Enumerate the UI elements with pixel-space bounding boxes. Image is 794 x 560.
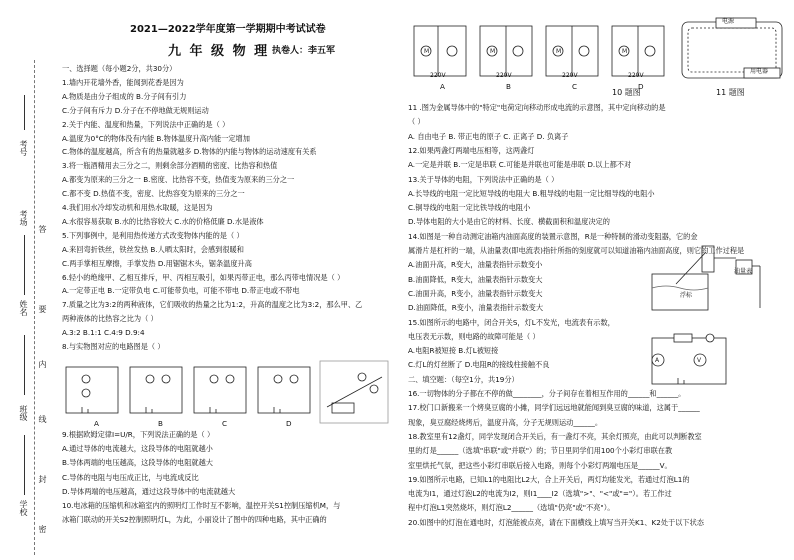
question-line: A.水很容易获取 B.水的比热容较大 C.水的价格低廉 D.水是液体 [62, 216, 264, 226]
question-line: A.一定带正电 B.一定带负电 C.可能带负电，可能不带电 D.带正电或不带电 [62, 286, 300, 296]
question-line: D.油面降低，R变小，油量表指针示数变大 [408, 303, 544, 313]
power-label: 电源 [722, 18, 735, 25]
svg-text:M: M [556, 48, 562, 55]
voltage-label-d: 220V [628, 72, 644, 79]
question-line: 16.一切物体的分子都在不停的做________，分子间存在着相互作用的______和______。 [408, 389, 686, 398]
question-line: 18.教室里有12盏灯，同学发现闭合开关后，有一盏灯不亮，其余灯照亮，由此可以判断教室 [408, 431, 702, 441]
question-line: A.都变为原来的三分之一 B.密度、比热容不变，热值变为原来的三分之一 [62, 175, 295, 185]
q15-circuit-diagram [644, 330, 734, 392]
q10-label-d: D [638, 82, 644, 91]
q8-label-b: B [158, 419, 163, 428]
question-line: 15.如图所示的电路中，闭合开关S，灯L不发光，电流表有示数， [408, 317, 615, 327]
question-line: 5.下列事例中，是利用热传递方式改变物体内能的是（ ） [62, 230, 244, 240]
q10-caption: 10 题图 [612, 88, 641, 97]
question-line: A.物质是由分子组成的 B.分子间有引力 [62, 91, 187, 101]
class-label: 班级 [19, 405, 28, 421]
svg-text:M: M [622, 48, 628, 55]
seal-line [34, 60, 35, 555]
question-line: A.温度为0°C的物体没有内能 B.物体温度升高内能一定增加 [62, 133, 250, 143]
svg-text:M: M [490, 48, 496, 55]
fill-line [24, 335, 25, 395]
question-line: 2.关于内能、温度和热量，下列说法中正确的是（ ） [62, 119, 230, 129]
question-line: 4.我们用水冷却发动机和用热水取暖，这是因为 [62, 203, 213, 212]
question-line: 11 .图为金属导体中的"特定"电荷定向移动形成电流的示意图，其中定向移动的是 [408, 103, 666, 112]
subject-title: 九 年 级 物 理 [168, 44, 270, 59]
appliance-label: 用电器 [750, 68, 769, 75]
question-line: 8.与实物图对应的电路图是（ ） [62, 342, 165, 351]
q8-label-c: C [222, 419, 228, 428]
q8-label-d: D [286, 419, 292, 428]
q8-label-a: A [94, 419, 99, 428]
question-line: B.油面降低，R变大，油量表指针示数变大 [408, 274, 543, 284]
question-line: A.3:2 B.1:1 C.4:9 D.9:4 [62, 328, 145, 338]
question-line: 二、填空题：（每空1分，共19分） [408, 374, 519, 384]
question-line: 室里烘托气氛，把这些小彩灯串联后接入电路，则每个小彩灯两端电压是______V。 [408, 460, 672, 470]
voltage-label-a: 220V [430, 72, 446, 79]
question-line: （ ） [408, 117, 425, 127]
question-line: 20.如图中的灯泡在通电时，灯泡能被点亮，请在下面横线上填写当开关K1、K2处于以下状态 [408, 517, 704, 527]
q11-caption: 11 题图 [716, 88, 745, 97]
question-line: B.导体两端的电压越高，这段导体的电阻就越大 [62, 458, 213, 468]
question-line: D.导体电阻的大小是由它的材料、长度、横截面积和温度决定的 [408, 217, 610, 227]
question-line: D.导体两端的电压越高，通过这段导体中的电流就越大 [62, 486, 236, 496]
question-line: 一、选择题（每小题2分，共30分） [62, 64, 177, 73]
question-line: C.铜导线的电阻一定比铁导线的电阻小 [408, 203, 531, 213]
oil-gauge-label: 油量表 [734, 268, 753, 275]
question-line: 程中灯泡L1突然烧坏，则灯泡L2______（选填"仍亮"或"不亮"）。 [408, 503, 615, 513]
q10-label-c: C [572, 82, 578, 91]
q10-label-a: A [440, 82, 445, 91]
question-line: 电流为I1，通过灯泡L2的电流为I2，则I1____I2（选填">"、"<"或"="）。若工作过 [408, 489, 672, 499]
fill-line [24, 95, 25, 130]
question-line: 6.轻小的绝缘甲、乙相互排斥，甲、丙相互吸引，如果丙带正电，那么丙带电情况是（ ） [62, 272, 345, 282]
question-line: A.电阻R被短接 B.灯L被短接 [408, 346, 499, 356]
q10-label-b: B [506, 82, 511, 91]
question-line: 电压表无示数，则电路的故障可能是（ ） [408, 331, 540, 341]
seal-char-line: 线 [38, 415, 47, 423]
seal-char-seal: 封 [38, 475, 47, 483]
fill-line [24, 435, 25, 495]
exam-number-label: 考号 [19, 140, 28, 156]
question-line: C.灯L的灯丝断了 D.电阻R的接线柱接触不良 [408, 360, 550, 370]
question-line: C.油面升高，R变小，油量表指针示数变大 [408, 288, 543, 298]
exam-room-label: 考场 [19, 210, 28, 226]
question-line: C.物体的温度越高，所含有的热量就越多 D.物体的内能与物体的运动速度有关系 [62, 147, 317, 157]
fill-line [24, 235, 25, 295]
svg-text:V: V [697, 357, 702, 364]
seal-char-require: 要 [38, 305, 47, 313]
question-line: 7.质量之比为3:2的两种液体，它们吸收的热量之比为1:2，升高的温度之比为3:2，那么甲、乙 [62, 300, 363, 310]
author-line: 执卷人：李五军 [272, 46, 336, 56]
svg-text:M: M [424, 48, 430, 55]
question-line: 19.如图所示电路，已知L1的电阻比L2大，合上开关后，两灯均能发光，若通过灯泡L1的 [408, 474, 690, 484]
question-line: C.两手掌相互摩擦，手掌发热 D.用锯锯木头，锯条温度升高 [62, 258, 252, 268]
question-line: A.油面升高，R变大，油量表指针示数变小 [408, 260, 543, 270]
question-line: A.一定是并联 B.一定是串联 C.可能是并联也可能是串联 D.以上都不对 [408, 160, 632, 170]
question-line: C.导体的电阻与电压成正比，与电流成反比 [62, 472, 199, 482]
question-line: 12.如果两盏灯两端电压相等，这两盏灯 [408, 145, 535, 155]
school-label: 学校 [19, 500, 28, 516]
float-label: 浮标 [680, 292, 693, 299]
voltage-label-b: 220V [496, 72, 512, 79]
question-line: 属滑片是杠杆的一端，从油量表(即电流表)指针所指的刻度就可以知道油箱内油面高度，则它的工作过程是 [408, 246, 745, 255]
question-line: 10.电冰箱的压缩机和冰箱室内的照明灯工作时互不影响，温控开关S1控制压缩机M，与 [62, 501, 341, 510]
question-line: C.都不变 D.热值不变，密度、比热容变为原来的三分之一 [62, 189, 245, 199]
question-line: A.通过导体的电流越大，这段导体的电阻就越小 [62, 444, 213, 454]
question-line: 13.关于导体的电阻，下列说法中正确的是（ ） [408, 174, 559, 184]
name-label: 姓名 [19, 300, 28, 316]
question-line: A. 自由电子 B. 带正电的原子 C. 正离子 D. 负离子 [408, 131, 569, 141]
question-line: 3.将一瓶酒精用去三分之二，则剩余部分酒精的密度、比热容和热值 [62, 161, 278, 171]
question-line: 14.如图是一种自动测定油箱内油面高度的装置示意图，R是一种特制的滑动变阻器，它的金 [408, 231, 698, 241]
exam-title: 2021—2022学年度第一学期期中考试试卷 [130, 24, 326, 35]
question-line: 9.根据欧姆定律I=U/R，下列说法正确的是（ ） [62, 430, 215, 439]
question-line: 17.校门口新搬来一个烤臭豆腐的小摊，同学们远远地就能闻到臭豆腐的味道，这属于______ [408, 403, 700, 413]
svg-text:A: A [655, 357, 660, 364]
question-line: 1.墙内开花墙外香，能闻到花香是因为 [62, 77, 184, 87]
question-line: 现象，臭豆腐经烧烤后，温度升高，分子无规则运动______。 [408, 417, 603, 427]
question-line: A.来回弯折铁丝，铁丝发热 B.人晒太阳时，会感到很暖和 [62, 244, 244, 254]
question-line: 两种液体的比热容之比为（ ） [62, 314, 158, 324]
question-line: 里的灯是______（选填"串联"或"并联"）的；节日里同学们用100个小彩灯串联在教 [408, 446, 673, 456]
seal-char-answer: 答 [38, 225, 47, 233]
seal-char-secret: 密 [38, 525, 47, 533]
binding-margin [4, 60, 48, 555]
q15-figure [644, 330, 734, 392]
seal-char-inside: 内 [38, 360, 47, 368]
question-line: A.长导线的电阻一定比短导线的电阻大 B.粗导线的电阻一定比细导线的电阻小 [408, 188, 655, 198]
question-line: C.分子间有斥力 D.分子在不停地做无规则运动 [62, 105, 209, 115]
question-line: 冰箱门联动的开关S2控制照明灯L，为此，小丽设计了图中的四种电路，其中正确的 [62, 515, 327, 525]
voltage-label-c: 220V [562, 72, 578, 79]
